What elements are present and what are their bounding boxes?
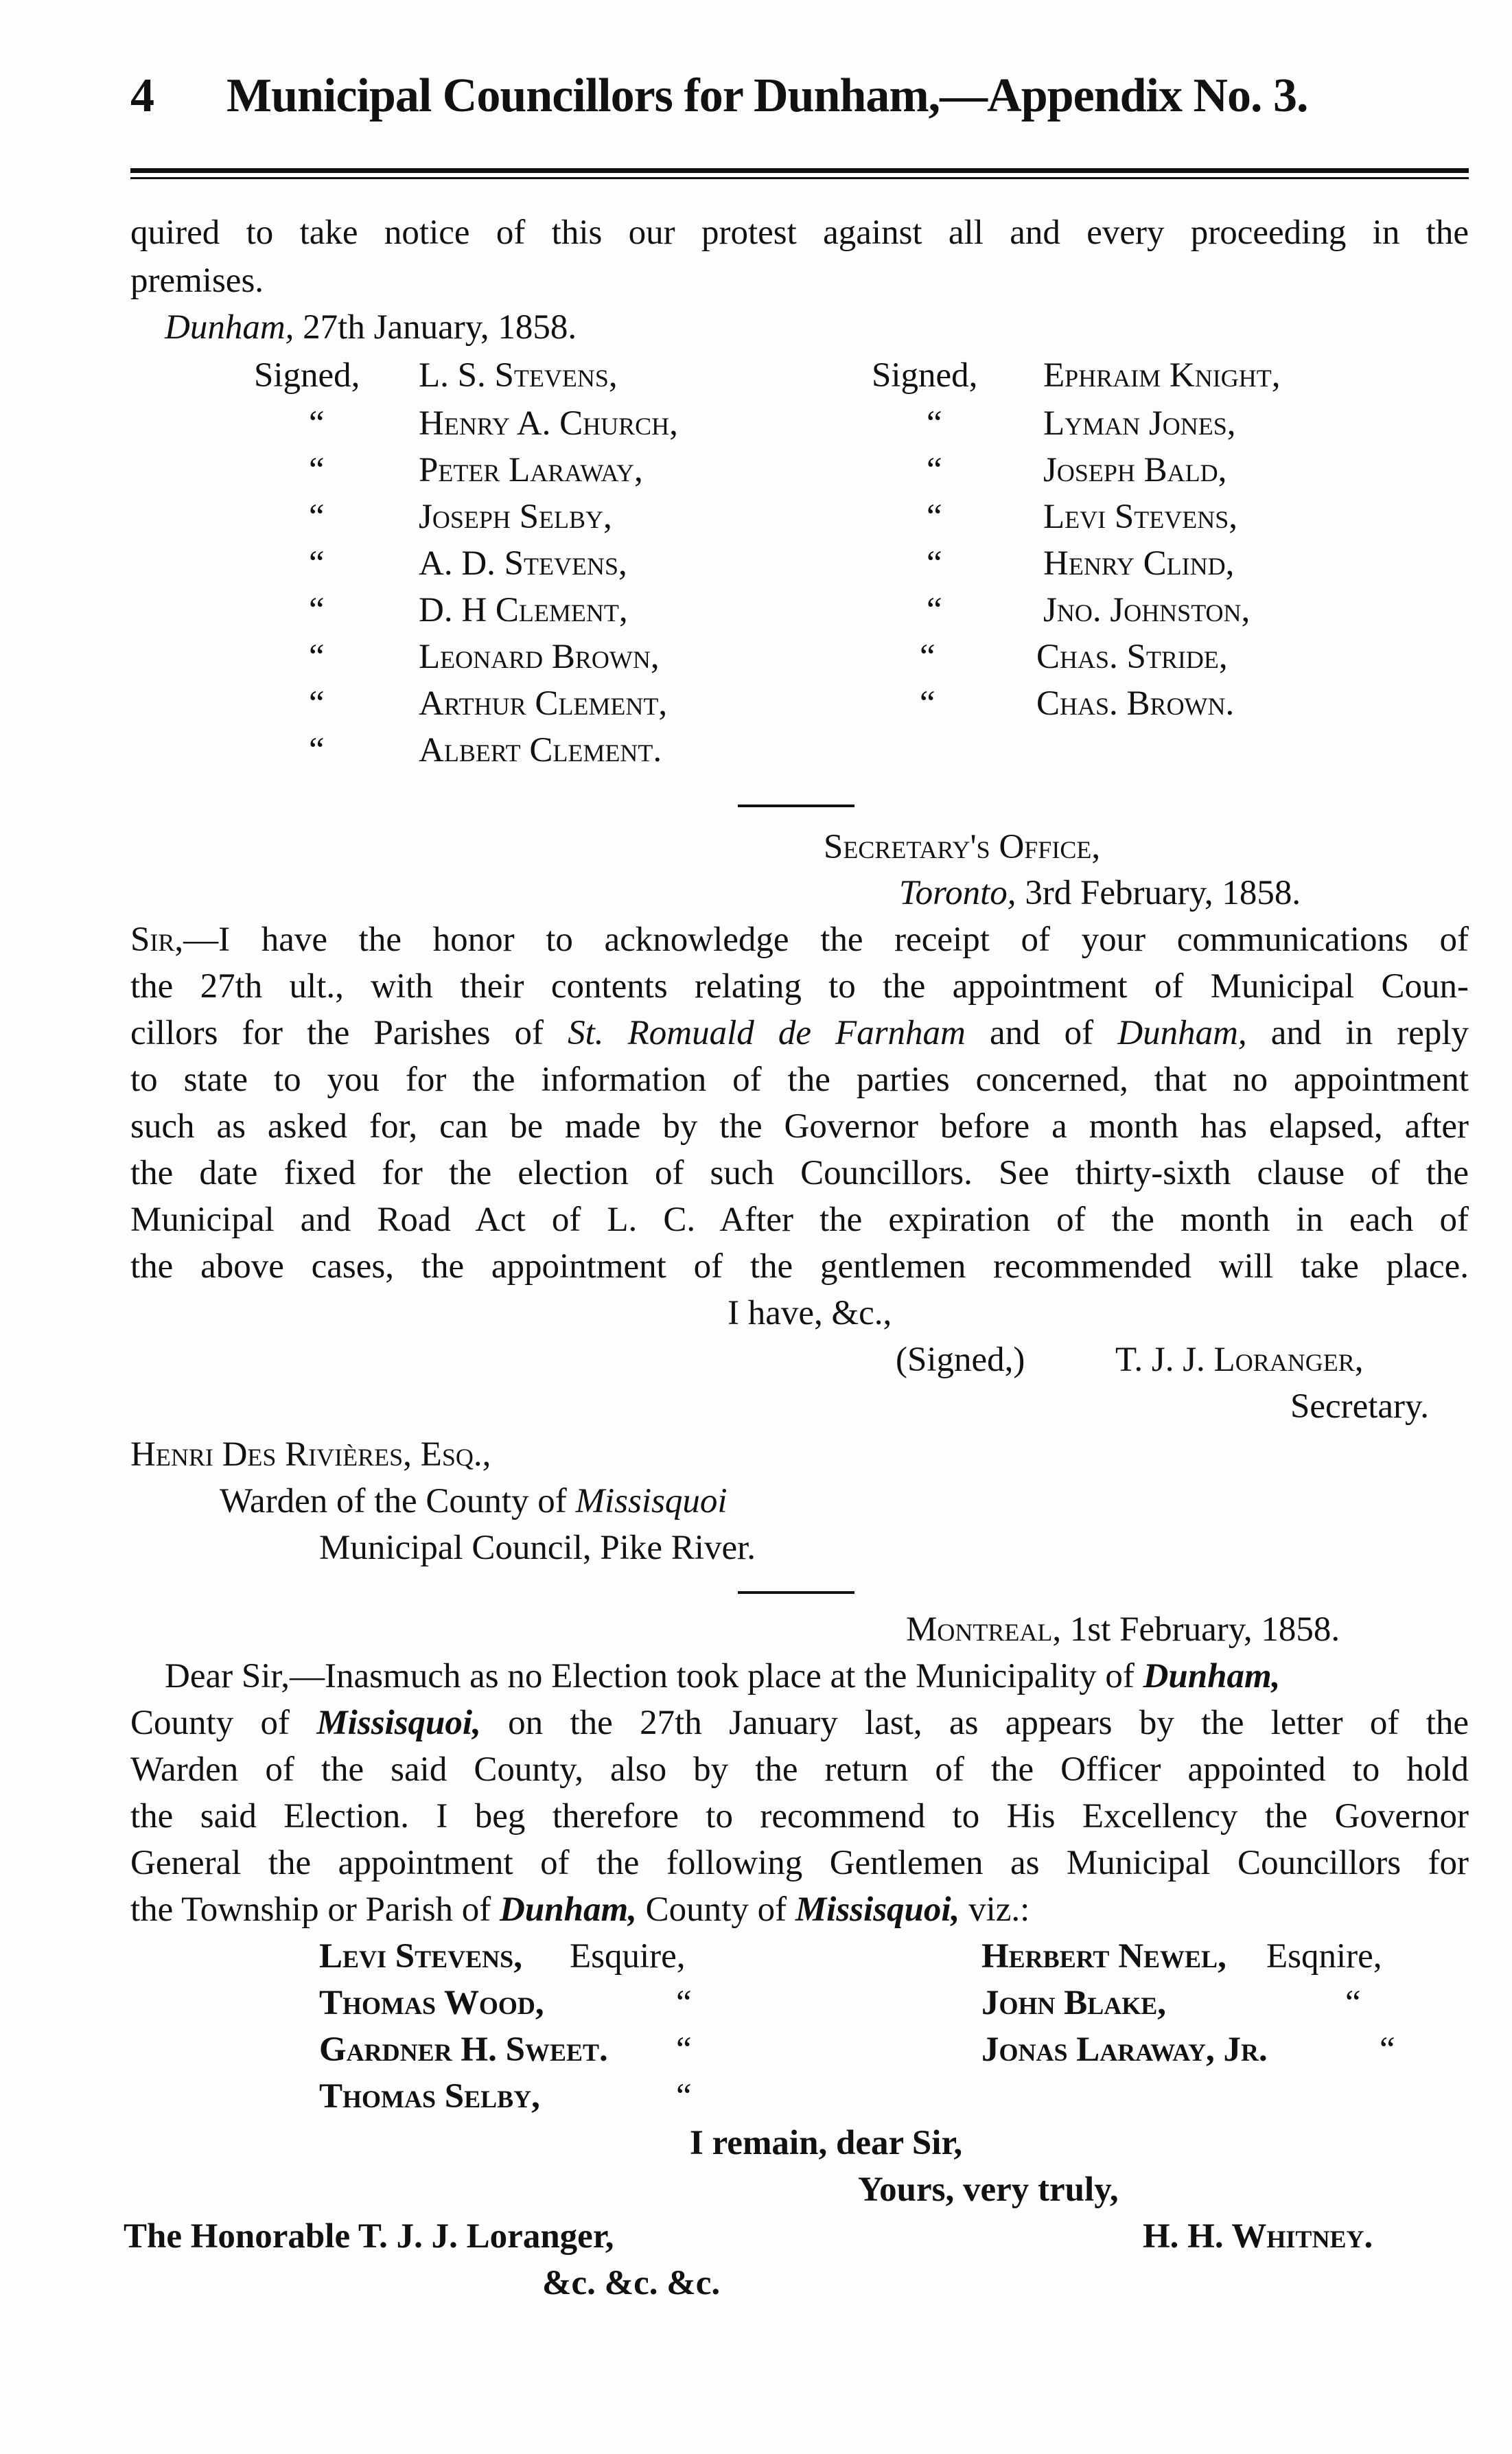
ditto-mark: “ (920, 684, 935, 723)
header-rule-thin (130, 177, 1469, 179)
ditto-mark: “ (927, 498, 942, 536)
ditto-mark: “ (309, 684, 325, 723)
letter2-county-name: Missisquoi, (316, 1704, 481, 1742)
letter1-line-3 (130, 1013, 1469, 1053)
letter1-line-4: to state to you for the information of the parties concerned, that no appointment (130, 1061, 1469, 1099)
letter1-line-6: the date fixed for the election of such Councillors. See thirty-sixth clause of the (130, 1154, 1469, 1192)
letter2-place-name: Dunham, (500, 1890, 637, 1929)
recommended-name-left: Levi Stevens, (319, 1937, 522, 1976)
letter2-text: Dear Sir,—Inasmuch as no Election took place at the Municipality of (165, 1657, 1143, 1695)
letter2-addressee: The Honorable T. J. J. Loranger, (124, 2217, 614, 2256)
recommended-name-right: Jonas Laraway, Jr. (981, 2030, 1268, 2069)
letter2-line-6 (130, 1890, 1030, 1930)
ditto-mark: “ (309, 591, 325, 629)
letter2-county-name: Missisquoi, (795, 1890, 960, 1929)
letter1-place: Toronto, (899, 874, 1016, 912)
recommended-suffix-right: “ (1345, 1984, 1361, 2022)
letter1-date: 3rd February, 1858. (1016, 874, 1301, 912)
ditto-mark: “ (927, 404, 942, 443)
signatory-left: Leonard Brown, (419, 638, 660, 676)
letter2-text: the Township or Parish of (130, 1890, 500, 1929)
letter2-text: County of (130, 1704, 317, 1742)
letter2-line-3: Warden of the said County, also by the return of the Officer appointed to hold (130, 1750, 1469, 1789)
letter1-closing: I have, &c., (728, 1294, 892, 1332)
recommended-suffix-left: “ (676, 2077, 692, 2116)
recommended-name-left: Thomas Wood, (319, 1984, 544, 2022)
page-number: 4 (130, 69, 154, 122)
letter1-line-1 (130, 920, 1469, 960)
signatory-right: Chas. Stride, (1036, 638, 1228, 676)
letter1-line-5: such as asked for, can be made by the Governor before a month has elapsed, after (130, 1107, 1469, 1146)
section-divider (738, 805, 854, 807)
ditto-mark: “ (309, 544, 325, 583)
ditto-mark: “ (920, 638, 935, 676)
protest-date-place: Dunham, (165, 308, 294, 347)
letter1-addressee-name: Henri Des Rivières, Esq., (130, 1435, 491, 1474)
protest-date (165, 308, 577, 347)
recommended-name-left: Gardner H. Sweet. (319, 2030, 608, 2069)
recommended-suffix-right: “ (1380, 2030, 1395, 2069)
letter1-salutation: Sir, (130, 921, 184, 959)
letter1-text: and in reply (1246, 1014, 1469, 1052)
letter1-signer-title: Secretary. (1290, 1387, 1429, 1426)
addressee-text: Warden of the County of (220, 1482, 576, 1520)
letter1-text: and of (965, 1014, 1118, 1052)
ditto-mark: “ (927, 544, 942, 583)
letter2-etc: &c. &c. &c. (542, 2264, 721, 2302)
signatory-right: Henry Clind, (1043, 544, 1235, 583)
letter1-line-8: the above cases, the appointment of the gentlemen recommended will take place. (130, 1247, 1469, 1286)
recommended-suffix-left: “ (676, 2030, 692, 2069)
protest-date-rest: 27th January, 1858. (294, 308, 577, 347)
recommended-suffix-left: “ (676, 1984, 692, 2022)
signed-label-left: Signed, (254, 356, 360, 395)
ditto-mark: “ (309, 451, 325, 489)
signed-label-right: Signed, (872, 356, 978, 395)
ditto-mark: “ (927, 451, 942, 489)
letter2-line-4: the said Election. I beg therefore to recommend to His Excellency the Governor (130, 1797, 1469, 1836)
page-title: Municipal Councillors for Dunham,—Appendix No. 3. (226, 69, 1308, 122)
letter1-addressee-line2 (220, 1481, 728, 1521)
letter1-text: —I have the honor to acknowledge the receipt of your communications of (183, 921, 1469, 959)
recommended-suffix-left: Esquire, (570, 1937, 686, 1976)
recommended-name-left: Thomas Selby, (319, 2077, 540, 2116)
letter1-text: cillors for the Parishes of (130, 1014, 568, 1052)
signatory-right: Ephraim Knight, (1043, 356, 1281, 395)
letter2-line-5: General the appointment of the following Gentlemen as Municipal Councillors for (130, 1844, 1469, 1882)
ditto-mark: “ (309, 731, 325, 769)
letter2-text: viz.: (959, 1890, 1030, 1929)
letter1-signer: T. J. J. Loranger, (1115, 1341, 1364, 1379)
letter2-closing-1: I remain, dear Sir, (690, 2124, 963, 2162)
signatory-right: Lyman Jones, (1043, 404, 1236, 443)
letter2-signer: H. H. Whitney. (1143, 2217, 1373, 2256)
letter1-line-7: Municipal and Road Act of L. C. After the expiration of the month in each of (130, 1201, 1469, 1239)
ditto-mark: “ (309, 404, 325, 443)
letter2-dateline (906, 1610, 1340, 1649)
recommended-suffix-right: Esqnire, (1266, 1937, 1382, 1976)
section-divider (738, 1591, 854, 1594)
signatory-right: Levi Stevens, (1043, 498, 1237, 536)
letter2-line-2 (130, 1703, 1469, 1743)
protest-line-1: quired to take notice of this our protest against all and every proceeding in the (130, 213, 1469, 252)
letter1-dateline (899, 873, 1301, 913)
signatory-left: D. H Clement, (419, 591, 628, 629)
signatory-left: Arthur Clement, (419, 684, 668, 723)
signatory-left: L. S. Stevens, (419, 356, 618, 395)
letter1-line-2: the 27th ult., with their contents relating to the appointment of Municipal Coun- (130, 967, 1469, 1006)
protest-line-2: premises. (130, 262, 264, 300)
addressee-county: Missisquoi (575, 1482, 728, 1520)
letter2-text: County of (636, 1890, 795, 1929)
letter2-text: on the 27th January last, as appears by the letter of the (480, 1704, 1469, 1742)
letter2-line-1 (165, 1656, 1280, 1696)
letter2-place-name: Dunham, (1143, 1657, 1281, 1695)
header-rule-thick (130, 168, 1469, 173)
letter2-closing-2: Yours, very truly, (858, 2171, 1119, 2209)
ditto-mark: “ (309, 498, 325, 536)
letter1-office: Secretary's Office, (824, 828, 1101, 866)
signatory-left: Henry A. Church, (419, 404, 678, 443)
letter1-signed: (Signed,) (896, 1341, 1025, 1379)
signatory-right: Jno. Johnston, (1043, 591, 1251, 629)
letter1-addressee-line3: Municipal Council, Pike River. (319, 1529, 756, 1567)
letter1-parish-name: St. Romuald de Farnham (568, 1014, 966, 1052)
signatory-right: Chas. Brown. (1036, 684, 1235, 723)
ditto-mark: “ (927, 591, 942, 629)
letter1-parish-name: Dunham, (1117, 1014, 1247, 1052)
signatory-left: Peter Laraway, (419, 451, 643, 489)
signatory-left: Albert Clement. (419, 731, 662, 769)
signatory-left: A. D. Stevens, (419, 544, 627, 583)
ditto-mark: “ (309, 638, 325, 676)
signatory-right: Joseph Bald, (1043, 451, 1227, 489)
letter2-place: Montreal, (906, 1610, 1062, 1649)
recommended-name-right: John Blake, (981, 1984, 1167, 2022)
letter2-date: 1st February, 1858. (1061, 1610, 1340, 1649)
recommended-name-right: Herbert Newel, (981, 1937, 1226, 1976)
signatory-left: Joseph Selby, (419, 498, 612, 536)
